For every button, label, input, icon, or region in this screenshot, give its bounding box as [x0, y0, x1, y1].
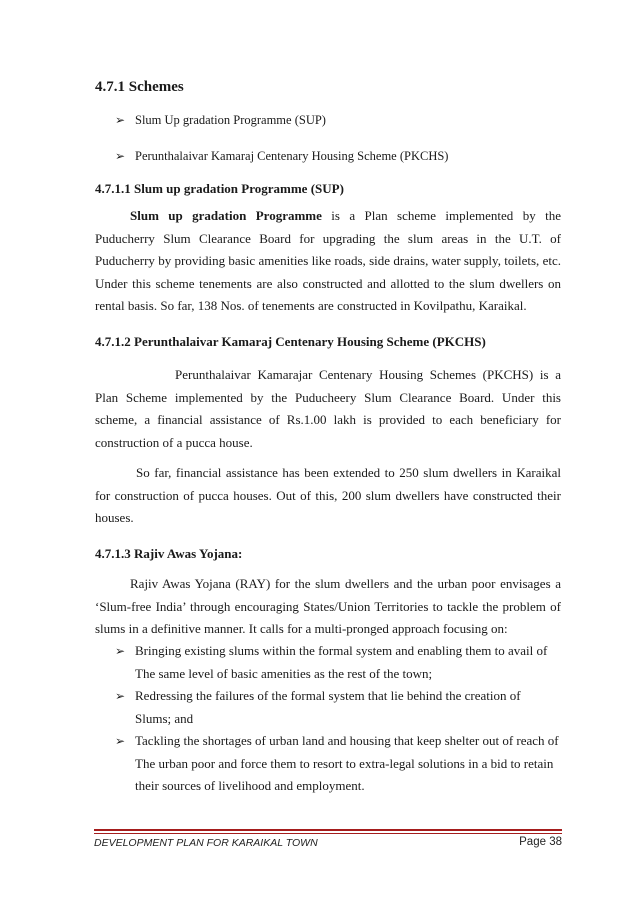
footer-title: DEVELOPMENT PLAN FOR KARAIKAL TOWN [94, 837, 318, 849]
list-item: ➢ Bringing existing slums within the formal system and enabling them to avail of The same level of basic amenities as the rest of the town; [115, 640, 559, 685]
sup-bold-lead: Slum up gradation Programme [130, 208, 322, 223]
list-item: ➢ Slum Up gradation Programme (SUP) [115, 113, 326, 127]
pkchs-paragraph-2: So far, financial assistance has been extended to 250 slum dwellers in Karaikal for construction of pucca houses. Out of this, 200 slum dwellers have constructed their houses. [95, 465, 561, 525]
ray-heading: 4.7.1.3 Rajiv Awas Yojana: [95, 546, 243, 561]
list-item: ➢ Redressing the failures of the formal system that lie behind the creation of Slums; and [115, 685, 559, 730]
arrow-bullet-icon: ➢ [115, 734, 126, 748]
pkchs-paragraph-1: Perunthalaivar Kamarajar Centenary Housing Schemes (PKCHS) is a Plan Scheme implemented by the Puducheery Slum Clearance Board. Under this scheme, a financial assistance of Rs.1.00 lakh is provided to each beneficiary for construction of a pucca house. [95, 367, 561, 450]
sup-paragraph [95, 205, 561, 318]
sup-text: is a Plan scheme implemented by the Puducherry Slum Clearance Board for upgrading the slum areas in the U.T. of Puducherry by providing basic amenities like roads, side drains, water supply, toilets, etc. Under this scheme tenements are also constructed and allotted to the slum dwellers on rental basis. So far, 138 Nos. of tenements are constructed in Kovilpathu, Karaikal. [95, 208, 561, 313]
ray-bullets [115, 640, 559, 798]
arrow-bullet-icon: ➢ [115, 689, 126, 703]
pkchs-heading: 4.7.1.2 Perunthalaivar Kamaraj Centenary Housing Scheme (PKCHS) [95, 334, 486, 349]
ray-intro: Rajiv Awas Yojana (RAY) for the slum dwellers and the urban poor envisages a ‘Slum-free India’ through encouraging States/Union Territories to tackle the problem of slums in a definitive manner. It calls for a multi-pronged approach focusing on: [95, 576, 561, 636]
page-number: Page 38 [519, 836, 562, 848]
section-title: 4.7.1 Schemes [95, 79, 184, 95]
list-item: ➢ Perunthalaivar Kamaraj Centenary Housing Scheme (PKCHS) [115, 149, 449, 163]
arrow-bullet-icon: ➢ [115, 113, 126, 127]
sup-heading: 4.7.1.1 Slum up gradation Programme (SUP) [95, 181, 344, 196]
footer-rule-thick [94, 829, 562, 831]
arrow-bullet-icon: ➢ [115, 149, 126, 163]
arrow-bullet-icon: ➢ [115, 644, 126, 658]
schemes-list [115, 113, 448, 164]
list-item: ➢ Tackling the shortages of urban land and housing that keep shelter out of reach of The urban poor and force them to resort to extra-legal solutions in a bid to retain their sources of livelihood and employment. [115, 730, 559, 798]
footer-rule-thin [94, 833, 562, 834]
